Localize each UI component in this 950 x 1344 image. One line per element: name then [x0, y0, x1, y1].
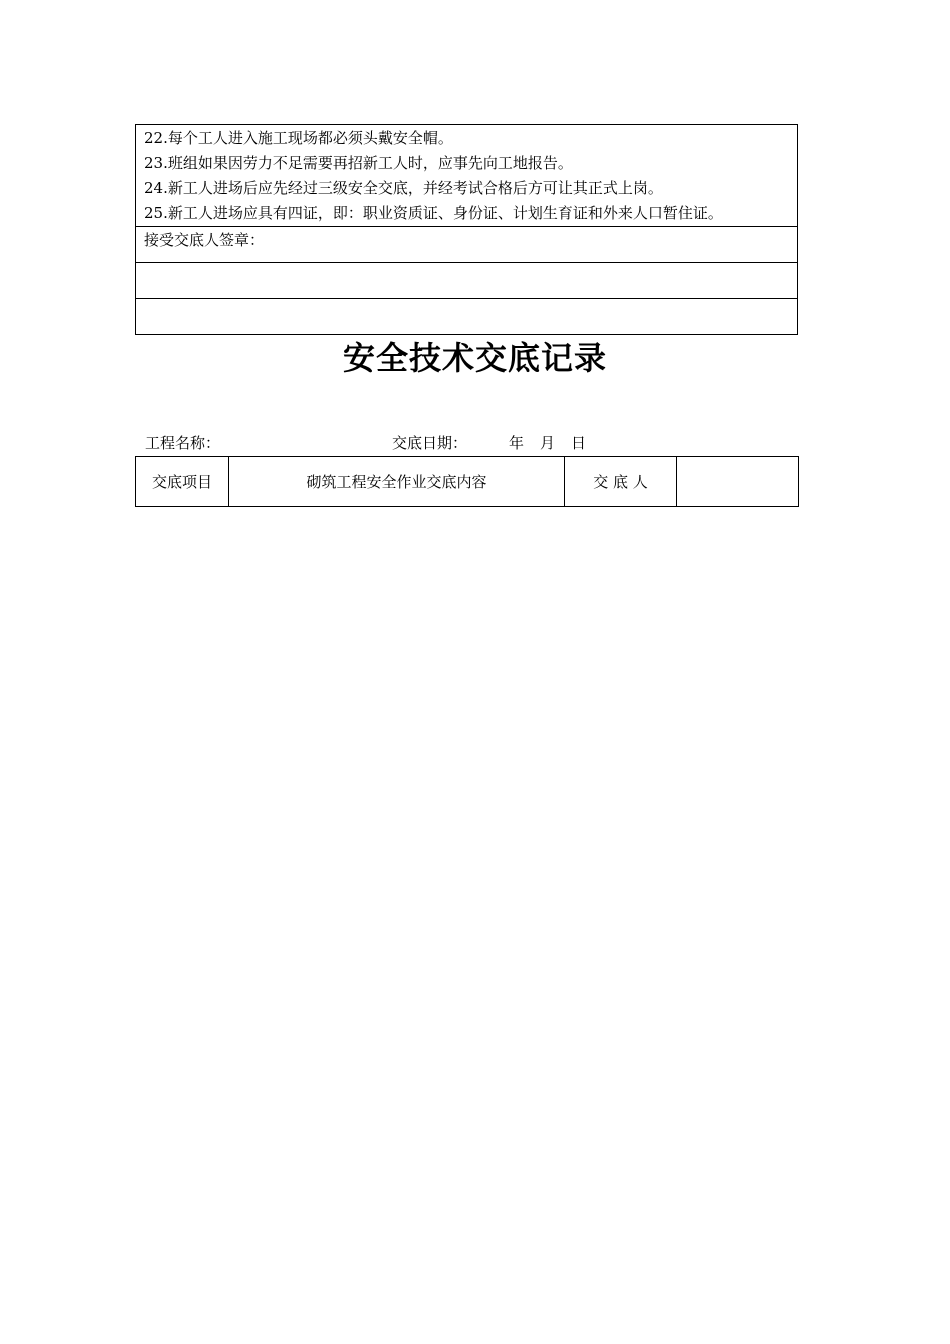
person-label-cell: 交 底 人 [565, 457, 677, 507]
rules-list-cell [136, 125, 798, 227]
rule-item-25: 25.新工人进场应具有四证，即：职业资质证、身份证、计划生育证和外来人口暂住证。 [144, 204, 723, 222]
content-label-cell: 砌筑工程安全作业交底内容 [229, 457, 565, 507]
signature-row [136, 227, 798, 263]
date-label: 交底日期： [392, 434, 468, 452]
header-row [136, 457, 799, 507]
project-name-label: 工程名称： [145, 434, 221, 452]
record-title: 安全技术交底记录 [342, 339, 607, 377]
year-label: 年 [509, 434, 525, 452]
blank-row-1 [136, 263, 798, 299]
rule-item-22: 22.每个工人进入施工现场都必须头戴安全帽。 [144, 129, 453, 147]
blank-cell-2 [136, 299, 798, 335]
date-fields [509, 432, 602, 454]
blank-cell-1 [136, 263, 798, 299]
blank-row-2 [136, 299, 798, 335]
item-label-cell: 交底项目 [136, 457, 229, 507]
rules-row [136, 125, 798, 227]
person-value-cell [677, 457, 799, 507]
record-header-table [135, 456, 799, 507]
rule-item-23: 23.班组如果因劳力不足需要再招新工人时，应事先向工地报告。 [144, 154, 573, 172]
signature-label: 接受交底人签章： [136, 227, 798, 263]
safety-rules-table [135, 124, 798, 335]
month-label: 月 [540, 434, 556, 452]
day-label: 日 [571, 434, 587, 452]
rule-item-24: 24.新工人进场后应先经过三级安全交底，并经考试合格后方可让其正式上岗。 [144, 179, 663, 197]
